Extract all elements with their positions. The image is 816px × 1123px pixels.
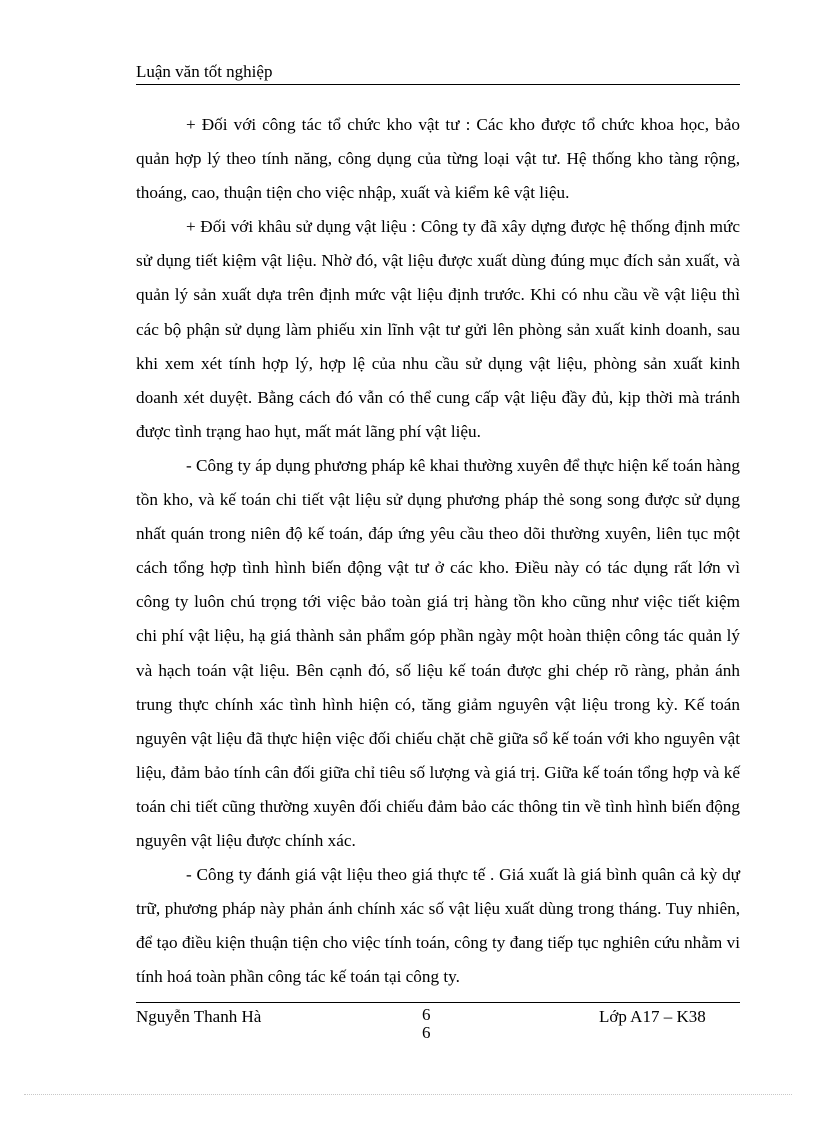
footer-divider xyxy=(136,1002,740,1003)
page-number xyxy=(422,1006,431,1042)
paragraph-inventory-method: - Công ty áp dụng phương pháp kê khai thường xuyên để thực hiện kế toán hàng tồn kho, và kế toán chi tiết vật liệu sử dụng phương pháp thẻ song song được sử dụng nhất quán trong niên độ kế toán, đáp ứng yêu cầu theo dõi thường xuyên, liên tục một cách tổng hợp tình hình biến động vật tư ở các kho. Điều này có tác dụng rất lớn vì công ty luôn chú trọng tới việc bảo toàn giá trị hàng tồn kho cũng như việc tiết kiệm chi phí vật liệu, hạ giá thành sản phẩm góp phần ngày một hoàn thiện công tác quản lý và hạch toán vật liệu. Bên cạnh đó, số liệu kế toán được ghi chép rõ ràng, phản ánh trung thực chính xác tình hình hiện có, tăng giảm nguyên vật liệu trong kỳ. Kế toán nguyên vật liệu đã thực hiện việc đối chiếu chặt chẽ giữa sổ kế toán với kho nguyên vật liệu, đảm bảo tính cân đối giữa chỉ tiêu số lượng và giá trị. Giữa kế toán tổng hợp và kế toán chi tiết cũng thường xuyên đối chiếu đảm bảo các thông tin về tình hình biến động nguyên vật liệu được chính xác. xyxy=(136,455,741,850)
paragraph-usage: + Đối với khâu sử dụng vật liệu : Công ty đã xây dựng được hệ thống định mức sử dụng tiết kiệm vật liệu. Nhờ đó, vật liệu được xuất dùng đúng mục đích sản xuất, và quản lý sản xuất dựa trên định mức vật liệu định trước. Khi có nhu cầu về vật liệu thì các bộ phận sử dụng làm phiếu xin lĩnh vật tư gửi lên phòng sản xuất kinh doanh, sau khi xem xét tính hợp lý, hợp lệ của nhu cầu sử dụng vật liệu, phòng sản xuất kinh doanh xét duyệt. Bằng cách đó vẫn có thể cung cấp vật liệu đầy đủ, kịp thời mà tránh được tình trạng hao hụt, mất mát lãng phí vật liệu. xyxy=(136,217,740,441)
paragraph-storage: + Đối với công tác tổ chức kho vật tư : Các kho được tổ chức khoa học, bảo quản hợp lý theo tính năng, công dụng của từng loại vật tư. Hệ thống kho tàng rộng, thoáng, cao, thuận tiện cho việc nhập, xuất và kiểm kê vật liệu. xyxy=(136,115,740,203)
footer-author: Nguyễn Thanh Hà xyxy=(136,1007,262,1026)
page-bottom-border xyxy=(24,1094,792,1095)
header-title: Luận văn tốt nghiệp xyxy=(136,62,273,81)
page-header xyxy=(136,60,740,85)
page-number-bottom: 6 xyxy=(422,1023,431,1042)
document-body xyxy=(136,108,740,994)
footer-class: Lớp A17 – K38 xyxy=(599,1007,706,1026)
paragraph-valuation: - Công ty đánh giá vật liệu theo giá thực tế . Giá xuất là giá bình quân cả kỳ dự trữ, phương pháp này phản ánh chính xác số vật liệu xuất dùng trong tháng. Tuy nhiên, để tạo điều kiện thuận tiện cho việc tính toán, công ty đang tiếp tục nghiên cứu nhằm vi tính hoá toàn phần công tác kế toán tại công ty. xyxy=(136,865,740,987)
page-number-top: 6 xyxy=(422,1005,431,1024)
